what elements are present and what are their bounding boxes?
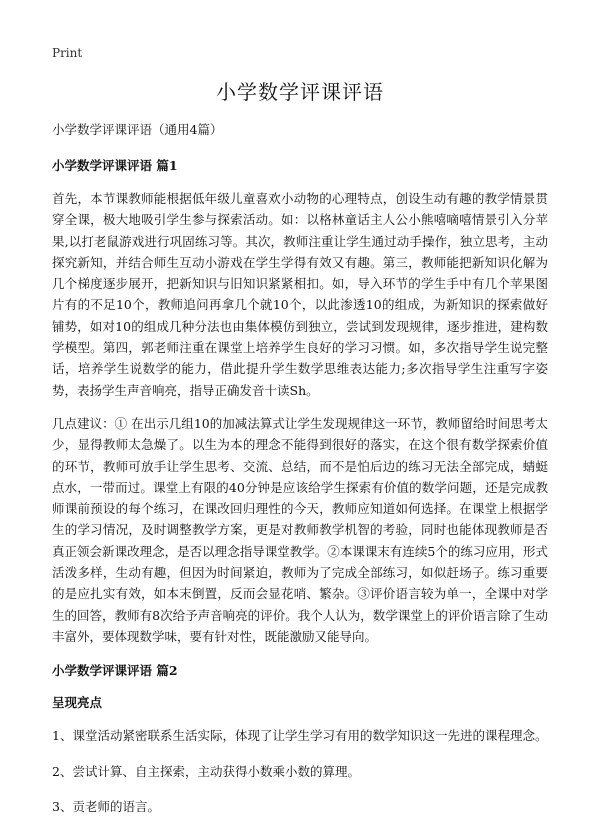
article-2-subheading: 呈现亮点 [52, 695, 103, 711]
list-item: 1、课堂活动紧密联系生活实际，体现了让学生学习有用的数学知识这一先进的课程理念。 [52, 728, 548, 744]
list-item: 3、贡老师的语言。 [52, 798, 160, 814]
article-1-paragraph-2: 几点建议：① 在出示几组10的加减法算式让学生发现规律这一环节，教师留给时间思考太少，显得教师太急燥了。以生为本的理念不能得到很好的落实，在这个很有数学探索价值的环节，教师可放手让学生思考、交流、总结，而不是怕后边的练习无法全部完成，蜻蜓点水，一带而过。课堂上有限的40分钟是应该给学生探索有价值的数学问题，还是完成教师课前预设的每个练习，在课改回归理性的今天，教师应知道如何选择。在课堂上根据学生的学习情况，及时调整教学方案，更是对教师教学机智的考验，同时也能体现教师是否真正领会新课改理念，是否以理念指导课堂教学。②本课课末有连续5个的练习应用，形式活泼多样，生动有趣，但因为时间紧迫，教师为了完成全部练习，如似赶场子。练习重要的是应扎实有效，如本末倒置，反而会显花哨、繁杂。③评价语言较为单一，全课中对学生的回答，教师有8次给予声音响亮的评价。我个人认为，数学课堂上的评价语言除了生动丰富外，要体现数学味，要有针对性，既能激励又能导向。 [52, 415, 548, 644]
article-1-paragraph-1: 首先，本节课教师能根据低年级儿童喜欢小动物的心理特点，创设生动有趣的教学情景贯穿全课，极大地吸引学生参与探索活动。如：以格林童话主人公小熊嘻嘀嘻情景引入分苹果,以打老鼠游戏进行巩固练习等。其次，教师注重让学生通过动手操作，独立思考，主动探究新知，并结合师生互动小游戏在学生学得有效又有趣。第三，教师能把新知识化解为几个梯度逐步展开，把新知识与旧知识紧紧相扣。如，导入环节的学生手中有几个苹果图片有的不足10个，教师追问再拿几个就10个，以此渗透10的组成，为新知识的探索做好铺势，如对10的组成几种分法也由集体模仿到独立，尝试到发现规律，逐步推进，建构数学模型。第四，郭老师注重在课堂上培养学生良好的学习习惯。如，多次指导学生说完整话，培养学生说数学的能力，借此提升学生数学思维表达能力;多次指导学生注重写字姿势，表扬学生声音响亮，指导正确发音十读Sh。 [52, 191, 548, 398]
print-label[interactable]: Print [52, 46, 83, 60]
list-item: 2、尝试计算、自主探索，主动获得小数乘小数的算理。 [52, 763, 360, 779]
article-1-heading: 小学数学评课评语 篇1 [52, 158, 178, 173]
document-subtitle: 小学数学评课评语（通用4篇） [52, 122, 223, 137]
page-title: 小学数学评课评语 [216, 80, 384, 104]
document-body [52, 120, 548, 831]
article-2-heading: 小学数学评课评语 篇2 [52, 663, 178, 679]
article-2-list [52, 725, 548, 817]
